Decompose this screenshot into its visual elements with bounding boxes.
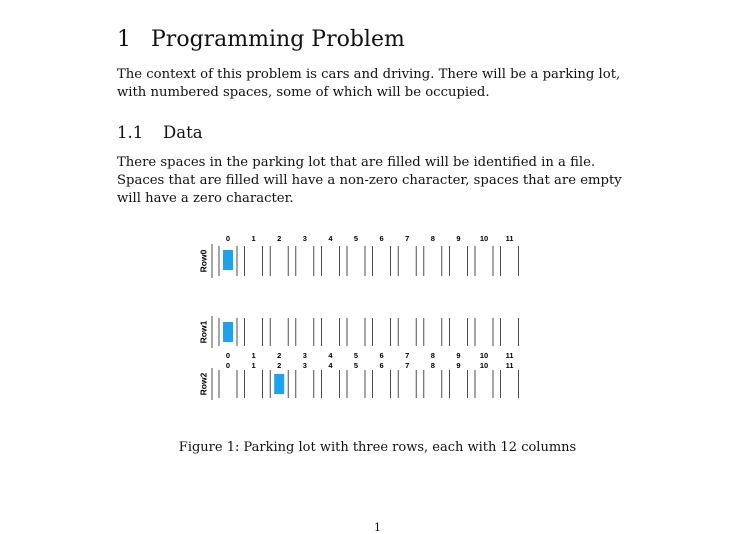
column-number: 2 [277,351,282,360]
column-number: 0 [225,234,231,243]
column-number: 1 [251,361,256,370]
column-number: 8 [430,361,435,370]
page-number: 1 [374,521,381,534]
parked-car [274,374,284,394]
parked-car [223,322,233,342]
column-number: 8 [430,234,435,243]
column-number: 11 [505,351,514,360]
column-number: 5 [353,351,359,360]
column-number: 4 [328,234,333,243]
column-number: 9 [456,351,461,360]
column-number: 6 [379,361,384,370]
column-number: 6 [379,351,384,360]
column-number: 8 [430,351,435,360]
column-number: 4 [328,351,333,360]
intro-paragraph: The context of this problem is cars and driving. There will be a parking lot, with numbered spaces, some of which will be occupied. [117,67,621,100]
column-number: 5 [353,234,359,243]
column-number: 7 [405,361,410,370]
section-title: Programming Problem [151,27,405,52]
column-number: 7 [405,351,410,360]
column-number: 0 [225,361,231,370]
row-label: Row2 [198,372,209,396]
column-number: 3 [302,234,307,243]
column-number: 0 [225,351,231,360]
parked-car [223,250,233,270]
column-number: 5 [353,361,359,370]
data-paragraph: There spaces in the parking lot that are filled will be identified in a file. Spaces that are filled will have a non-zero character, spaces that are empty will have a zero character. [117,155,622,206]
column-number: 11 [505,361,514,370]
column-number: 6 [379,234,384,243]
column-number: 7 [405,234,410,243]
column-number: 10 [479,351,489,360]
subsection-number: 1.1 [117,123,144,142]
row-label: Row0 [198,249,209,273]
column-number: 3 [302,351,307,360]
column-number: 3 [302,361,307,370]
column-number: 4 [328,361,333,370]
figure-caption: Figure 1: Parking lot with three rows, each with 12 columns [178,440,577,455]
row-label: Row1 [198,320,209,344]
column-number: 2 [277,234,282,243]
subsection-title: Data [163,123,203,142]
column-number: 10 [479,234,489,243]
column-number: 1 [251,351,256,360]
column-number: 11 [505,234,514,243]
column-number: 9 [456,234,461,243]
column-number: 1 [251,234,256,243]
column-number: 9 [456,361,461,370]
column-number: 10 [479,361,489,370]
column-number: 2 [277,361,282,370]
section-number: 1 [117,27,131,52]
